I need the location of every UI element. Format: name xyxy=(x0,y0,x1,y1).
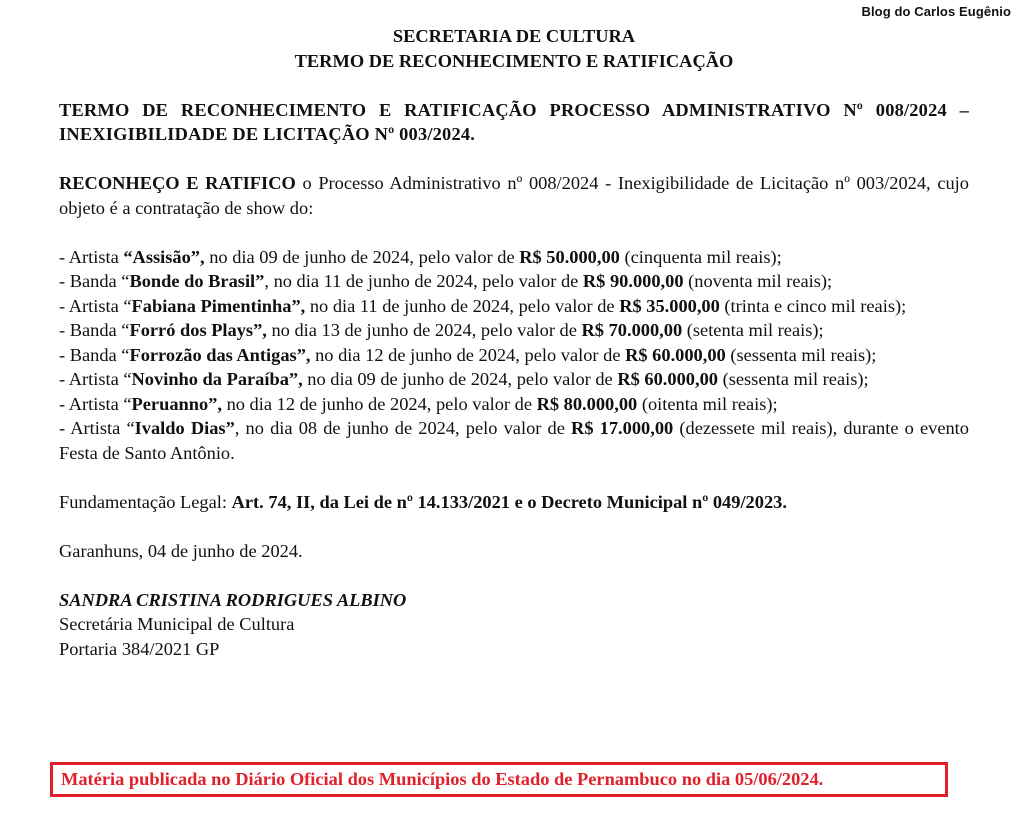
artist-name: Bonde do Brasil” xyxy=(129,271,265,291)
place-date: Garanhuns, 04 de junho de 2024. xyxy=(59,540,303,561)
contract-value: R$ 80.000,00 xyxy=(536,393,638,414)
artist-name: Forró dos Plays”, xyxy=(129,320,267,340)
document-body xyxy=(59,24,969,661)
term-title: TERMO DE RECONHECIMENTO E RATIFICAÇÃO PROCESSO ADMINISTRATIVO Nº 008/2024 – INEXIGIBILIDADE DE LICITAÇÃO Nº 003/2024. xyxy=(59,99,969,144)
blog-watermark: Blog do Carlos Eugênio xyxy=(861,4,1011,19)
document-header xyxy=(59,24,969,73)
artist-name: Forrozão das Antigas”, xyxy=(129,344,311,365)
intro-text: o Processo Administrativo nº 008/2024 - Inexigibilidade de Licitação nº 003/2024, cujo objeto é a contratação de show do: xyxy=(59,173,969,218)
artist-list xyxy=(59,245,969,466)
intro-paragraph xyxy=(59,171,969,220)
contract-value: R$ 90.000,00 xyxy=(582,271,684,291)
legal-reference: Art. 74, II, da Lei de nº 14.133/2021 e o Decreto Municipal nº 049/2023. xyxy=(231,491,787,512)
contract-value: R$ 60.000,00 xyxy=(625,344,726,365)
list-item: - Artista “Novinho da Paraíba”, no dia 09 de junho de 2024, pelo valor de R$ 60.000,00 (sessenta mil reais); xyxy=(59,369,869,389)
list-item: - Artista “Assisão”, no dia 09 de junho de 2024, pelo valor de R$ 50.000,00 (cinquenta mil reais); xyxy=(59,246,782,267)
signatory-role: Secretária Municipal de Cultura xyxy=(59,614,295,634)
list-item: - Banda “Forrozão das Antigas”, no dia 12 de junho de 2024, pelo valor de R$ 60.000,00 (sessenta mil reais); xyxy=(59,344,877,365)
header-term-title: TERMO DE RECONHECIMENTO E RATIFICAÇÃO xyxy=(294,50,734,71)
list-item: - Artista “Peruanno”, no dia 12 de junho de 2024, pelo valor de R$ 80.000,00 (oitenta mil reais); xyxy=(59,393,778,414)
signatory-portaria: Portaria 384/2021 GP xyxy=(59,638,220,659)
artist-name: “Assisão”, xyxy=(123,246,205,267)
contract-value: R$ 70.000,00 xyxy=(581,320,683,340)
list-item: - Artista “Ivaldo Dias”, no dia 08 de junho de 2024, pelo valor de R$ 17.000,00 (dezessete mil reais), durante o evento Festa de Santo Antônio. xyxy=(59,418,969,463)
list-item: - Banda “Forró dos Plays”, no dia 13 de junho de 2024, pelo valor de R$ 70.000,00 (setenta mil reais); xyxy=(59,320,824,340)
contract-value: R$ 60.000,00 xyxy=(617,369,718,389)
publication-note: Matéria publicada no Diário Oficial dos Municípios do Estado de Pernambuco no dia 05/06/2024. xyxy=(50,762,948,797)
contract-value: R$ 35.000,00 xyxy=(619,295,720,316)
artist-name: Fabiana Pimentinha”, xyxy=(131,295,306,316)
signatory-name: SANDRA CRISTINA RODRIGUES ALBINO xyxy=(59,589,407,610)
header-department: SECRETARIA DE CULTURA xyxy=(392,26,636,46)
artist-name: Novinho da Paraíba”, xyxy=(131,369,303,389)
list-item: - Artista “Fabiana Pimentinha”, no dia 11 de junho de 2024, pelo valor de R$ 35.000,00 (trinta e cinco mil reais); xyxy=(59,295,907,316)
legal-basis xyxy=(59,490,969,515)
intro-bold: RECONHEÇO E RATIFICO xyxy=(59,173,296,193)
contract-value: R$ 17.000,00 xyxy=(571,418,674,438)
list-item: - Banda “Bonde do Brasil”, no dia 11 de junho de 2024, pelo valor de R$ 90.000,00 (noventa mil reais); xyxy=(59,271,833,291)
legal-label: Fundamentação Legal: xyxy=(59,491,232,512)
contract-value: R$ 50.000,00 xyxy=(519,246,620,267)
artist-name: Ivaldo Dias” xyxy=(134,418,235,438)
artist-name: Peruanno”, xyxy=(131,393,222,414)
